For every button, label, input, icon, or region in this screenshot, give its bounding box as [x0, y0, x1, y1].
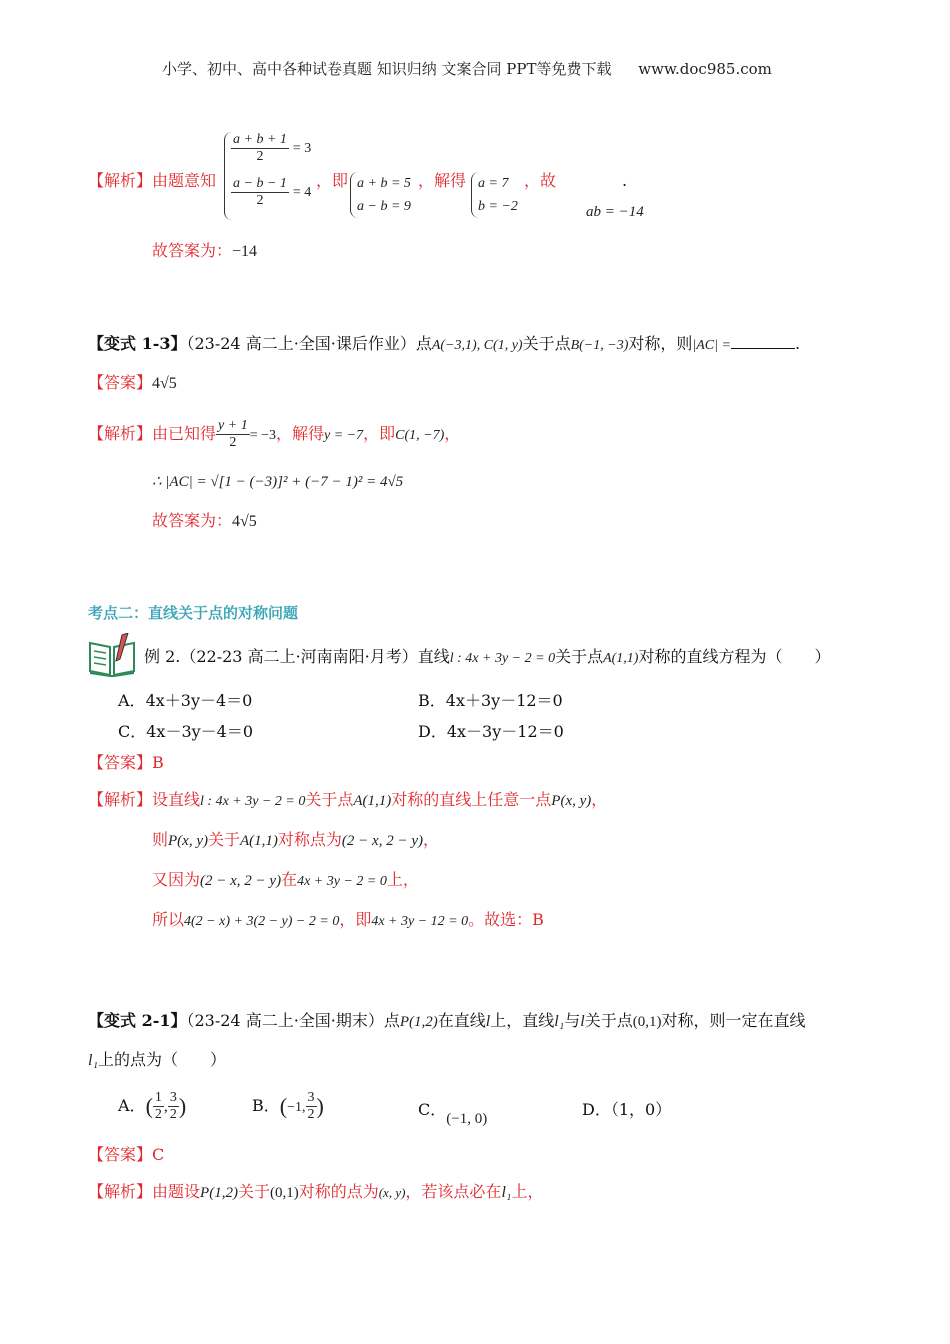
v21-question-2: [88, 1049, 226, 1072]
ex2-s4-a: 所以: [152, 910, 185, 929]
v13-answer-row: [88, 372, 177, 395]
ex2-sol-3: [152, 869, 419, 893]
ex2-s1-pt: A(1,1): [353, 793, 392, 809]
b1-f1-rhs: = 3: [292, 141, 312, 157]
v21-option-d-key: D．: [582, 1100, 611, 1119]
b1-s2: a − b = 9: [357, 199, 411, 214]
ex2-s1-p: P(x, y): [551, 793, 592, 809]
v21-e: 对称，则一定在直线: [661, 1011, 806, 1030]
ex2-line: l : 4x + 3y − 2 = 0: [449, 651, 556, 666]
v21-s1-a: 由题设: [152, 1182, 201, 1201]
ex2-s4-e: 4(2 − x) + 3(2 − y) − 2 = 0: [184, 914, 340, 929]
ex2-s3-a: 又因为: [152, 870, 201, 889]
ex2-jiexi: 【解析】: [88, 790, 153, 809]
v13-mid: 关于点: [522, 334, 571, 353]
v21-s1-e: 上，: [511, 1182, 544, 1201]
v13-jiexi: 【解析】: [88, 424, 153, 443]
b1-ji: ，即: [316, 171, 349, 190]
b1-system-1: [224, 132, 311, 220]
v21-option-b-key: B．: [252, 1096, 280, 1115]
ex2-option-a-text: 4x＋3y－4＝0: [145, 691, 253, 710]
ex2-option-b-text: 4x＋3y－12＝0: [445, 691, 563, 710]
v13-l1-c: ，即: [363, 424, 396, 443]
v21-option-a-key: A．: [118, 1096, 146, 1115]
v21-p: P(1,2): [399, 1014, 438, 1030]
ex2-s1-c: 对称的直线上任意一点: [391, 790, 552, 809]
daan-label: 【答案】: [88, 373, 153, 392]
v21-a-d1: 2: [154, 1107, 162, 1122]
v21-daan: 【答案】: [88, 1145, 153, 1164]
v21-s1-b: 关于: [237, 1182, 270, 1201]
ex2-s2-b: 关于: [207, 830, 240, 849]
v21-tag: 【变式 2-1】: [88, 1011, 187, 1030]
ex2-answer-row: [88, 752, 164, 774]
ex2-s2-c: 对称点为: [277, 830, 342, 849]
v21-c-v: (−1, 0): [446, 1111, 488, 1127]
ex2-s2-p: P(x, y): [168, 833, 208, 849]
v13-answer: 4√5: [152, 375, 177, 392]
v13-sol-2: ∴ |AC| = √[1 − (−3)]² + (−7 − 1)² = 4√5: [152, 474, 404, 490]
b1-system-2: [350, 172, 411, 218]
b1-jiede: ，解得: [418, 171, 467, 190]
v13-l1-rhs: = −3: [249, 428, 276, 443]
v13-l1-a: 由已知得: [152, 424, 217, 443]
ex2-option-c-text: 4x－3y－4＝0: [146, 722, 254, 741]
v21-answer-row: [88, 1144, 164, 1166]
v13-final: [152, 510, 257, 533]
b1-f2-num: a − b − 1: [233, 176, 287, 191]
b1-solution-row: [88, 170, 216, 192]
v13-l1-pt: C(1, −7): [395, 428, 445, 443]
b1-f1-den: 2: [256, 149, 264, 164]
v13-final-label: 故答案为：: [152, 511, 233, 530]
ex2-question: [144, 646, 831, 670]
ex2-sol-1: [88, 789, 607, 813]
b1-system-3: [471, 172, 518, 218]
v13-tag: 【变式 1-3】: [88, 334, 187, 353]
v21-s1-o: (0,1): [269, 1185, 299, 1201]
v21-b-v: −1,: [287, 1100, 306, 1115]
b1-f2-rhs: = 4: [292, 185, 312, 201]
header-text: 小学、初中、高中各种试卷真题 知识归纳 文案合同 PPT等免费下载: [162, 60, 612, 78]
ex2-option-c[interactable]: [118, 721, 253, 743]
v13-question: [88, 333, 800, 357]
kaodian2-heading: 考点二：直线关于点的对称问题: [88, 604, 299, 622]
ex2-sol-2: [152, 829, 439, 852]
v21-option-d[interactable]: [582, 1099, 671, 1121]
ex2-option-c-key: C．: [118, 722, 147, 741]
ex2-option-d-text: 4x－3y－12＝0: [446, 722, 564, 741]
v13-src: （23-24 高二上·全国·课后作业）点: [186, 334, 432, 353]
b1-f2-den: 2: [256, 193, 264, 208]
v21-d-v: （1，0）: [610, 1100, 672, 1119]
v21-c: 与: [564, 1011, 581, 1030]
v21-option-a[interactable]: A．( $\frac{1}{2}$ , $\frac{3}{2}$ ): [118, 1090, 187, 1122]
ex2-option-d[interactable]: [418, 721, 564, 743]
v21-src: （23-24 高二上·全国·期末）点: [186, 1011, 400, 1030]
ex2-pt: A(1,1): [603, 651, 639, 666]
v21-row2-l1: l₁: [88, 1052, 99, 1069]
b1-gu: ，故: [524, 171, 557, 190]
ex2-s3-b: 在: [281, 870, 298, 889]
v21-b: 上，直线: [490, 1011, 555, 1030]
ex2-sol-4: [152, 909, 544, 933]
v13-b: B(−1, −3): [570, 338, 629, 353]
v21-s1-p: P(1,2): [200, 1185, 238, 1201]
b1-r2: b = −2: [478, 199, 518, 214]
ex2-option-a[interactable]: [118, 690, 252, 712]
v21-s1-d: ，若该点必在: [405, 1182, 502, 1201]
ex2-s2-d: ，: [422, 830, 439, 849]
ex2-s3-q: (2 − x, 2 − y): [200, 873, 282, 889]
b1-s1: a + b = 5: [357, 176, 411, 191]
v13-l1-b: ，解得: [276, 424, 325, 443]
ex2-s1-l: l : 4x + 3y − 2 = 0: [200, 794, 306, 809]
ex2-s2-pt: A(1,1): [240, 833, 278, 849]
v21-l2: l: [580, 1013, 585, 1030]
v21-answer: C: [152, 1145, 165, 1164]
ex2-s2-a: 则: [152, 830, 169, 849]
v13-blank: [731, 334, 795, 349]
ex2-s4-c: 。故选：B: [468, 910, 544, 929]
v21-b-n: 3: [307, 1090, 315, 1105]
v13-pts: A(−3,1), C(1, y): [431, 338, 523, 353]
v21-l: l: [485, 1013, 491, 1030]
v13-end: .: [794, 334, 801, 353]
page-header: [162, 58, 772, 79]
v21-option-c-key: C．: [418, 1100, 447, 1119]
v21-jiexi: 【解析】: [88, 1182, 153, 1201]
ex2-s1-d: ，: [591, 790, 608, 809]
jiexi-label: 【解析】: [88, 171, 153, 190]
v21-sol-1: [88, 1181, 543, 1204]
b1-r1: a = 7: [478, 176, 509, 191]
v13-final-val: 4√5: [232, 513, 257, 530]
ex2-s3-l: 4x + 3y − 2 = 0: [297, 874, 387, 889]
ex2-option-b-key: B．: [418, 691, 446, 710]
ex2-option-a-key: A．: [118, 691, 146, 710]
v21-a: 在直线: [437, 1011, 486, 1030]
b1-f1-num: a + b + 1: [233, 132, 287, 147]
v21-b-d: 2: [307, 1107, 315, 1122]
ex2-s1-b: 关于点: [305, 790, 354, 809]
ex2-s3-c: 上，: [386, 870, 419, 889]
v21-o: (0,1): [632, 1014, 662, 1030]
b1-ab: ab = −14: [586, 204, 644, 220]
v13-tail: 对称，则: [628, 334, 693, 353]
b1-dot: .: [622, 171, 628, 190]
v21-d: 关于点: [584, 1011, 633, 1030]
v21-a-n2: 3: [169, 1090, 177, 1105]
v21-s1-q: (x, y): [378, 1185, 406, 1200]
v21-a-n1: 1: [154, 1090, 162, 1105]
ex2-daan: 【答案】: [88, 753, 153, 772]
b1-lead: 由题意知: [152, 171, 217, 190]
ex2-s2-q: (2 − x, 2 − y): [341, 833, 423, 849]
b1-final: [152, 240, 257, 263]
b1-final-val: −14: [232, 243, 258, 260]
ex2-answer: B: [152, 753, 164, 772]
header-site: www.doc985.com: [638, 60, 772, 78]
v21-question-1: [88, 1010, 806, 1033]
b1-final-label: 故答案为：: [152, 241, 233, 260]
v13-l1-d: ，: [444, 424, 461, 443]
ex2-tail: 对称的直线方程为（ ）: [638, 647, 831, 666]
v21-option-b[interactable]: B．(−1, $\frac{3}{2}$ ): [252, 1090, 324, 1122]
ex2-option-b[interactable]: [418, 690, 563, 712]
ex2-title: 例 2.（22-23 高二上·河南南阳·月考）直线: [144, 647, 450, 666]
book-icon: [86, 633, 138, 677]
ex2-option-d-key: D．: [418, 722, 447, 741]
v13-l1-num: y + 1: [218, 418, 248, 433]
ex2-s4-b: ，即: [339, 910, 372, 929]
v13-l1-y: y = −7: [324, 428, 364, 443]
v21-s1-c: 对称的点为: [298, 1182, 379, 1201]
v21-option-c[interactable]: [418, 1099, 488, 1127]
v13-l1-den: 2: [229, 435, 237, 450]
v21-row2-tail: 上的点为（ ）: [98, 1050, 227, 1069]
v13-ac: |AC| =: [692, 338, 731, 353]
v21-l1: l₁: [554, 1013, 565, 1030]
v21-s1-l1: l₁: [501, 1184, 512, 1201]
v13-sol-1: [88, 418, 460, 451]
ex2-s1-a: 设直线: [152, 790, 201, 809]
ex2-s4-f: 4x + 3y − 12 = 0: [371, 914, 469, 929]
v21-a-d2: 2: [169, 1107, 177, 1122]
ex2-mid: 关于点: [555, 647, 604, 666]
